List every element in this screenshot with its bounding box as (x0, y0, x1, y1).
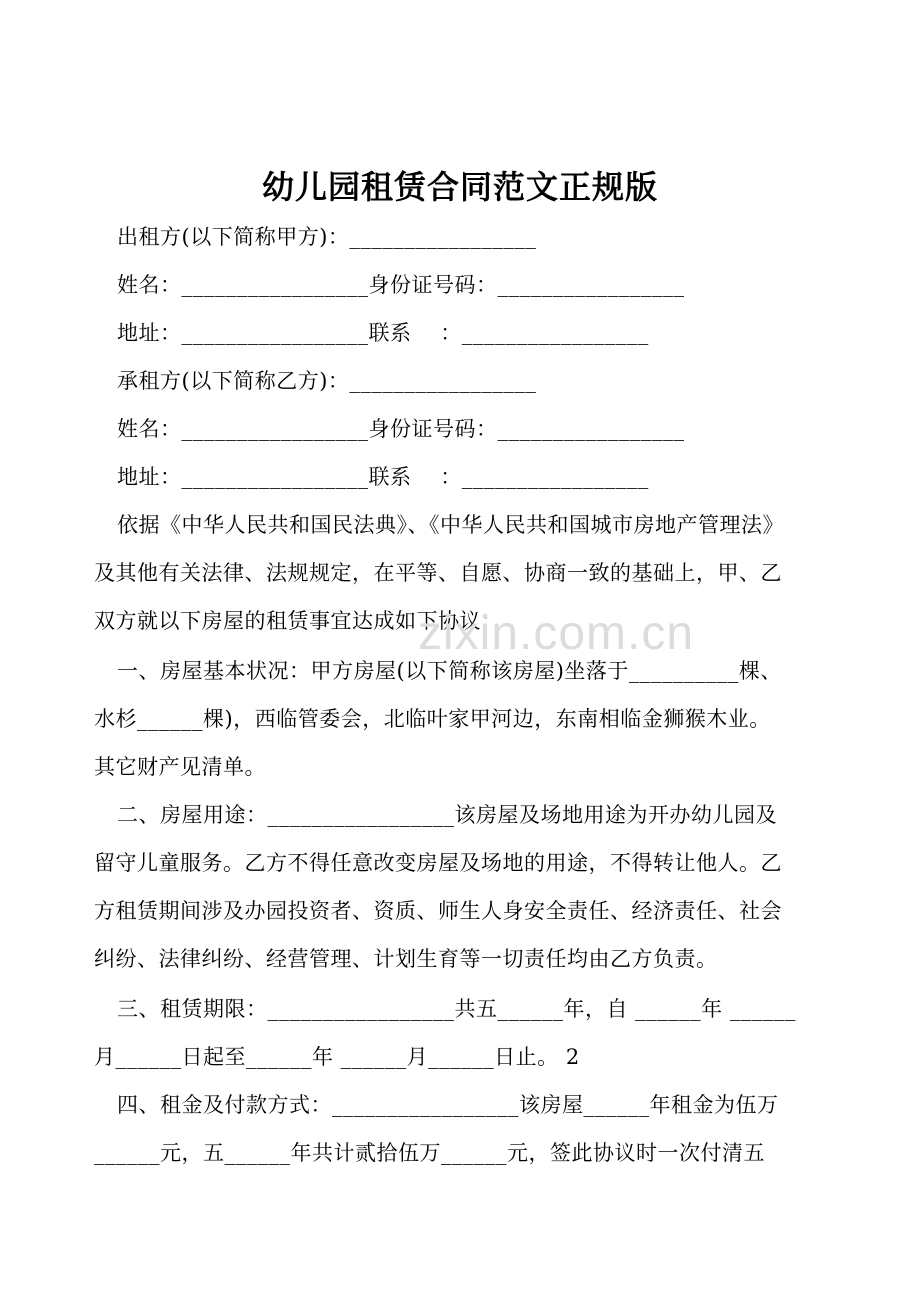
paragraph-line: 依据《中华人民共和国民法典》、《中华人民共和国城市房地产管理法》 (117, 513, 784, 537)
paragraph-line: 三、租赁期限：_________________共五______年，自 ______年 ______ (117, 997, 796, 1021)
watermark-text: zixin.com.cn (418, 607, 695, 660)
document-title: 幼儿园租赁合同范文正规版 (261, 168, 658, 206)
lessor-address-contact-line: 地址：_________________联系 ：_________________ (117, 321, 649, 345)
lessee-address-contact-line: 地址：_________________联系 ：_________________ (117, 465, 649, 489)
lessor-line: 出租方(以下简称甲方)：_________________ (117, 225, 537, 249)
paragraph-line: 一、房屋基本状况：甲方房屋(以下简称该房屋)坐落于__________棵、 (117, 659, 782, 683)
lessor-name-id-line: 姓名：_________________身份证号码：_________________ (117, 273, 685, 297)
paragraph-line: 双方就以下房屋的租赁事宜达成如下协议： (94, 609, 503, 633)
paragraph-line: 四、租金及付款方式：_________________该房屋______年租金为伍万 (117, 1093, 779, 1117)
paragraph-line: 水杉______棵)，西临管委会，北临叶家甲河边，东南相临金狮猴木业。 (94, 707, 771, 731)
paragraph-line: 方租赁期间涉及办园投资者、资质、师生人身安全责任、经济责任、社会 (94, 899, 782, 923)
paragraph-line: 及其他有关法律、法规规定，在平等、自愿、协商一致的基础上，甲、乙 (94, 561, 782, 585)
paragraph-line: 二、房屋用途：_________________该房屋及场地用途为开办幼儿园及 (117, 803, 777, 827)
paragraph-line: ______元，五______年共计贰拾伍万______元，签此协议时一次付清五 (94, 1141, 765, 1165)
paragraph-line: 纠纷、法律纠纷、经营管理、计划生育等一切责任均由乙方负责。 (94, 947, 718, 971)
paragraph-line: 留守儿童服务。乙方不得任意改变房屋及场地的用途，不得转让他人。乙 (94, 851, 782, 875)
lessee-line: 承租方(以下简称乙方)：_________________ (117, 369, 537, 393)
paragraph-line: 月______日起至______年 ______月______日止。 2 (94, 1045, 580, 1069)
lessee-name-id-line: 姓名：_________________身份证号码：_________________ (117, 417, 685, 441)
paragraph-line: 其它财产见清单。 (94, 755, 266, 779)
